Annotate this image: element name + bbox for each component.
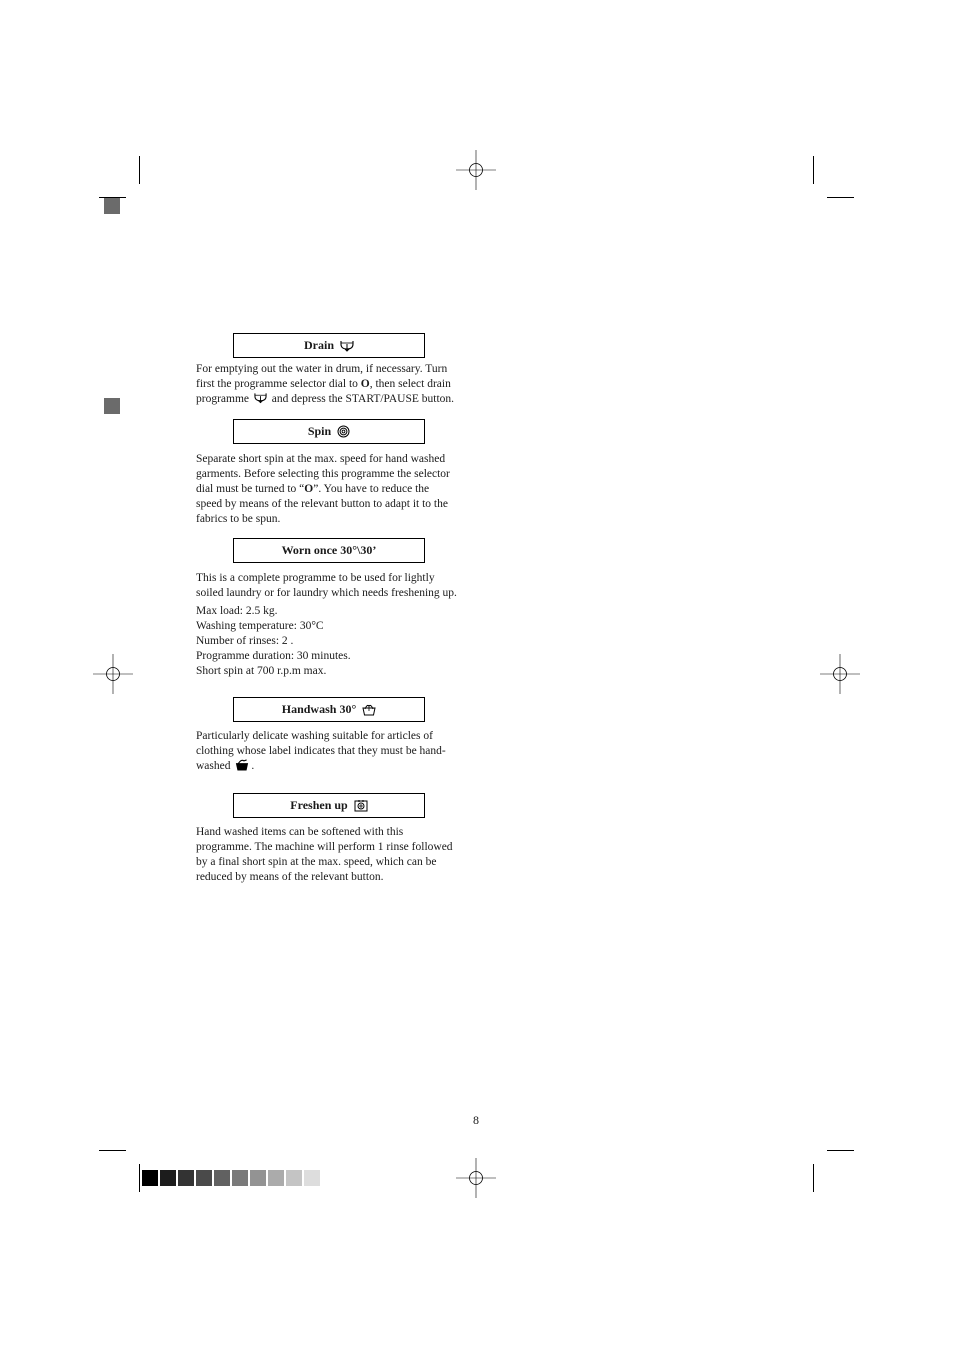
registration-target-icon bbox=[93, 654, 133, 694]
spin-icon bbox=[337, 425, 350, 438]
text-line: Hand washed items can be softened with this bbox=[196, 826, 404, 838]
drain-icon bbox=[254, 392, 267, 409]
section-header-worn-once bbox=[233, 538, 425, 563]
drain-icon bbox=[340, 340, 354, 352]
section-text-drain bbox=[196, 362, 468, 409]
text-run: washed bbox=[196, 760, 234, 772]
text-line: For emptying out the water in drum, if necessary. Turn bbox=[196, 363, 448, 375]
text-line: clothing whose label indicates that they must be hand- bbox=[196, 745, 446, 757]
text-run: dial must be turned to “ bbox=[196, 483, 305, 495]
grayscale-swatch bbox=[232, 1170, 248, 1186]
crop-mark bbox=[139, 1164, 140, 1192]
crop-mark bbox=[139, 156, 140, 184]
freshen-up-icon bbox=[354, 799, 368, 812]
grayscale-swatch bbox=[268, 1170, 284, 1186]
handwash-icon bbox=[235, 759, 249, 776]
grayscale-swatch bbox=[250, 1170, 266, 1186]
section-text-worn-once bbox=[196, 571, 468, 601]
registration-target-icon bbox=[456, 150, 496, 190]
crop-mark bbox=[827, 197, 854, 198]
dial-position-o: O bbox=[360, 378, 370, 390]
crop-mark bbox=[99, 1150, 126, 1151]
text-line: speed by means of the relevant button to adapt it to the bbox=[196, 498, 448, 510]
marker-square bbox=[104, 198, 120, 214]
section-title: Worn once 30°\30’ bbox=[281, 543, 377, 557]
section-title: Freshen up bbox=[290, 798, 348, 812]
text-run: programme bbox=[196, 393, 252, 405]
text-line: soiled laundry or for laundry which needs freshening up. bbox=[196, 587, 457, 599]
section-title: Drain bbox=[304, 338, 334, 352]
detail-number-of-rinses: Number of rinses: 2 . bbox=[196, 635, 294, 647]
text-line: fabrics to be spun. bbox=[196, 513, 281, 525]
section-title: Handwash 30° bbox=[281, 702, 357, 716]
grayscale-swatch bbox=[304, 1170, 320, 1186]
detail-washing-temperature: Washing temperature: 30°C bbox=[196, 620, 324, 632]
crop-mark bbox=[813, 1164, 814, 1192]
grayscale-swatch bbox=[286, 1170, 302, 1186]
text-line: This is a complete programme to be used for lightly bbox=[196, 572, 435, 584]
text-run: and depress the START/PAUSE button. bbox=[268, 393, 455, 405]
programme-details bbox=[196, 604, 468, 679]
grayscale-swatch bbox=[214, 1170, 230, 1186]
dial-position-o: O bbox=[304, 483, 314, 495]
section-title: Spin bbox=[307, 424, 332, 438]
section-text-handwash bbox=[196, 729, 468, 776]
text-line: garments. Before selecting this programme the selector bbox=[196, 468, 450, 480]
crop-mark bbox=[813, 156, 814, 184]
section-text-spin bbox=[196, 452, 468, 527]
section-header-drain bbox=[233, 333, 425, 358]
text-line: reduced by means of the relevant button. bbox=[196, 871, 384, 883]
grayscale-swatch bbox=[160, 1170, 176, 1186]
section-header-handwash bbox=[233, 697, 425, 722]
text-run: ”. You have to reduce the bbox=[313, 483, 430, 495]
text-line bbox=[196, 377, 468, 392]
section-text-freshen-up bbox=[196, 825, 468, 885]
grayscale-swatch bbox=[178, 1170, 194, 1186]
detail-max-load: Max load: 2.5 kg. bbox=[196, 605, 278, 617]
grayscale-swatch bbox=[196, 1170, 212, 1186]
registration-target-icon bbox=[820, 654, 860, 694]
text-run: . bbox=[251, 760, 255, 772]
grayscale-swatch bbox=[142, 1170, 158, 1186]
text-run: , then select drain bbox=[369, 378, 451, 390]
section-header-spin bbox=[233, 419, 425, 444]
text-run: first the programme selector dial to bbox=[196, 378, 361, 390]
detail-short-spin: Short spin at 700 r.p.m max. bbox=[196, 665, 327, 677]
section-header-freshen-up bbox=[233, 793, 425, 818]
registration-target-icon bbox=[456, 1158, 496, 1198]
text-line bbox=[196, 759, 468, 776]
detail-programme-duration: Programme duration: 30 minutes. bbox=[196, 650, 351, 662]
text-line bbox=[196, 392, 468, 409]
text-line bbox=[196, 482, 468, 497]
text-line: programme. The machine will perform 1 rinse followed bbox=[196, 841, 453, 853]
handwash-icon bbox=[362, 703, 376, 716]
text-line: Particularly delicate washing suitable for articles of bbox=[196, 730, 433, 742]
page-number: 8 bbox=[473, 1113, 479, 1127]
marker-square bbox=[104, 398, 120, 414]
crop-mark bbox=[827, 1150, 854, 1151]
text-line: by a final short spin at the max. speed, which can be bbox=[196, 856, 437, 868]
text-line: Separate short spin at the max. speed for hand washed bbox=[196, 453, 446, 465]
